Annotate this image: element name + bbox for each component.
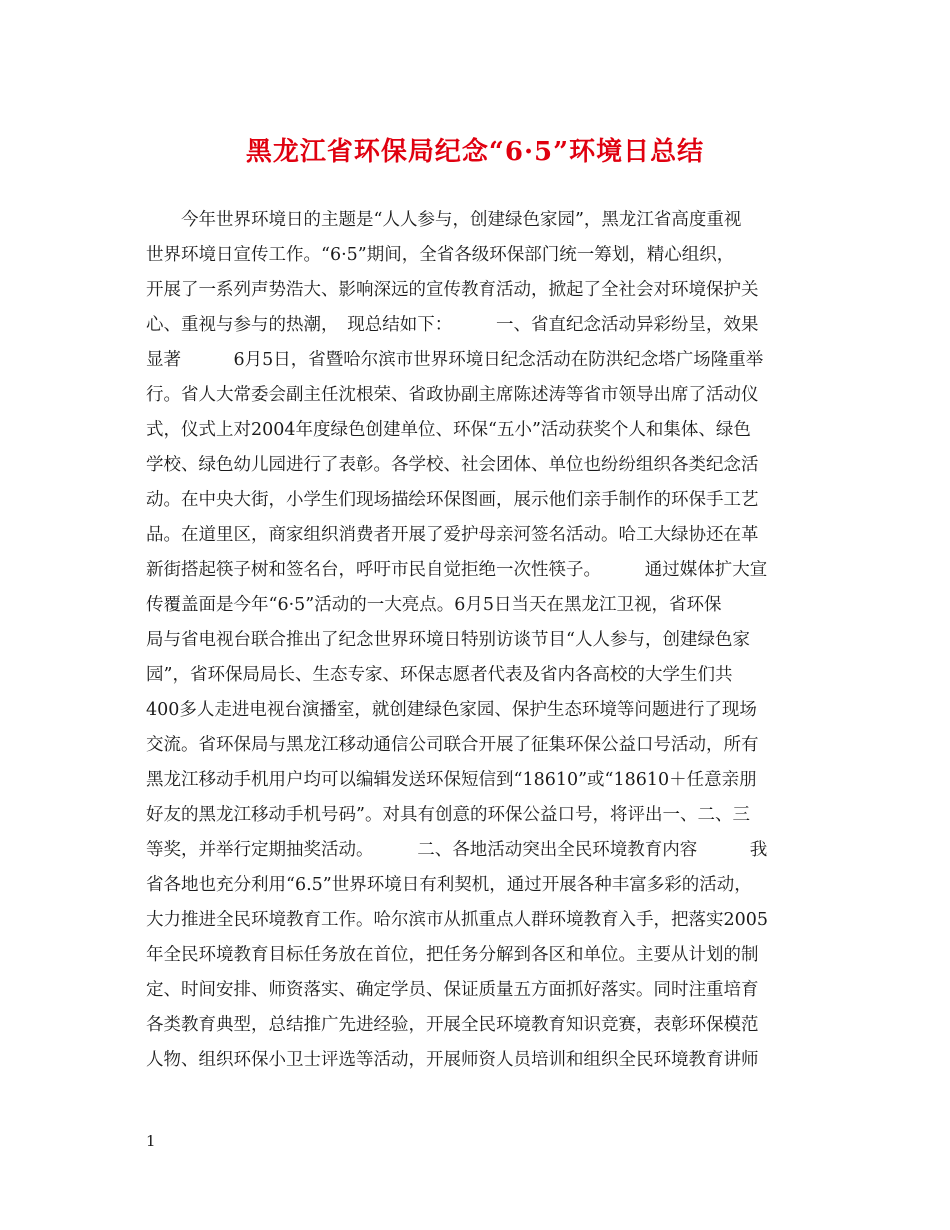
body-line: 式，仪式上对2004年度绿色创建单位、环保“五小”活动获奖个人和集体、绿色: [146, 420, 751, 440]
body-line: 局与省电视台联合推出了纪念世界环境日特别访谈节目“人人参与，创建绿色家: [146, 630, 750, 650]
body-line: 等奖，并举行定期抽奖活动。 二、各地活动突出全民环境教育内容 我: [146, 840, 768, 860]
body-line: 园”，省环保局局长、生态专家、环保志愿者代表及省内各高校的大学生们共: [146, 665, 733, 685]
body-line: 今年世界环境日的主题是“人人参与，创建绿色家园”，黑龙江省高度重视: [146, 210, 742, 230]
body-line: 大力推进全民环境教育工作。哈尔滨市从抓重点人群环境教育入手，把落实2005: [146, 910, 769, 930]
body-line: 定、时间安排、师资落实、确定学员、保证质量五方面抓好落实。同时注重培育: [146, 980, 759, 1000]
body-line: 各类教育典型，总结推广先进经验，开展全民环境教育知识竞赛，表彰环保模范: [146, 1015, 759, 1035]
body-line: 心、重视与参与的热潮， 现总结如下： 一、省直纪念活动异彩纷呈，效果: [146, 315, 759, 335]
body-line: 世界环境日宣传工作。“6·5”期间，全省各级环保部门统一筹划，精心组织，: [146, 245, 735, 265]
document-title: 黑龙江省环保局纪念“6·5”环境日总结: [245, 137, 705, 167]
body-line: 行。省人大常委会副主任沈根荣、省政协副主席陈述涛等省市领导出席了活动仪: [146, 385, 759, 405]
body-line: 省各地也充分利用“6.5”世界环境日有利契机，通过开展各种丰富多彩的活动，: [146, 875, 752, 895]
body-line: 动。在中央大街，小学生们现场描绘环保图画，展示他们亲手制作的环保手工艺: [146, 490, 759, 510]
body-line: 品。在道里区，商家组织消费者开展了爱护母亲河签名活动。哈工大绿协还在革: [146, 525, 759, 545]
body-line: 交流。省环保局与黑龙江移动通信公司联合开展了征集环保公益口号活动，所有: [146, 735, 759, 755]
body-line: 年全民环境教育目标任务放在首位，把任务分解到各区和单位。主要从计划的制: [146, 945, 759, 965]
body-line: 传覆盖面是今年“6·5”活动的一大亮点。6月5日当天在黑龙江卫视，省环保: [146, 595, 722, 615]
body-line: 新街搭起筷子树和签名台，呼吁市民自觉拒绝一次性筷子。 通过媒体扩大宣: [146, 560, 768, 580]
body-line: 好友的黑龙江移动手机号码”。对具有创意的环保公益口号，将评出一、二、三: [146, 805, 750, 825]
body-line: 开展了一系列声势浩大、影响深远的宣传教育活动，掀起了全社会对环境保护关: [146, 280, 759, 300]
body-line: 400多人走进电视台演播室，就创建绿色家园、保护生态环境等问题进行了现场: [146, 700, 757, 720]
page-number: 1: [146, 1132, 156, 1150]
body-line: 显著 6月5日，省暨哈尔滨市世界环境日纪念活动在防洪纪念塔广场隆重举: [146, 350, 764, 370]
document-body: [146, 203, 806, 1078]
body-line: 黑龙江移动手机用户均可以编辑发送环保短信到“18610”或“18610＋任意亲朋: [146, 770, 757, 790]
body-line: 学校、绿色幼儿园进行了表彰。各学校、社会团体、单位也纷纷组织各类纪念活: [146, 455, 759, 475]
body-line: 人物、组织环保小卫士评选等活动，开展师资人员培训和组织全民环境教育讲师: [146, 1050, 759, 1070]
